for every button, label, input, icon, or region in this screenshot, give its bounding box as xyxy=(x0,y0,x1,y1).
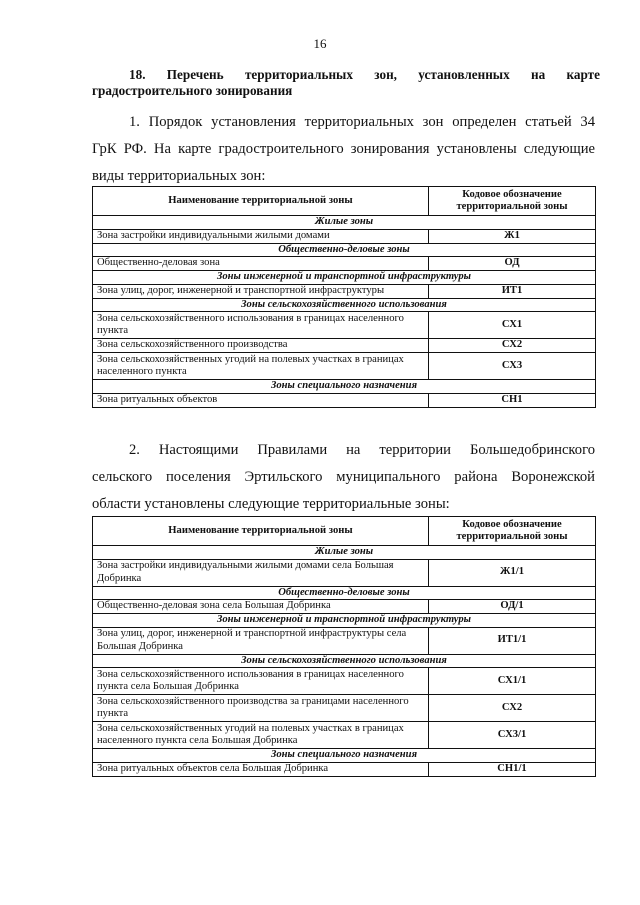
table-row xyxy=(93,627,596,654)
table-category-row xyxy=(93,216,596,230)
table-row xyxy=(93,339,596,353)
table-category-row xyxy=(93,586,596,600)
paragraph-2-line-1: 2. Настоящими Правилами на территории Большедобринского xyxy=(129,442,595,458)
category-title: Жилые зоны xyxy=(93,546,596,560)
category-title: Зоны инженерной и транспортной инфраструктуры xyxy=(93,271,596,285)
zone-code: ОД/1 xyxy=(429,600,596,614)
zone-name: Зона улиц, дорог, инженерной и транспортной инфраструктуры села Большая Добринка xyxy=(93,627,429,654)
zone-code: ИТ1/1 xyxy=(429,627,596,654)
zone-name: Зона сельскохозяйственного производства xyxy=(93,339,429,353)
zone-name: Зона ритуальных объектов села Большая Добринка xyxy=(93,762,429,776)
zone-name: Зона улиц, дорог, инженерной и транспортной инфраструктуры xyxy=(93,284,429,298)
zone-code: СН1 xyxy=(429,393,596,407)
zone-name: Зона ритуальных объектов xyxy=(93,393,429,407)
paragraph-1 xyxy=(92,109,595,190)
zone-name: Зона сельскохозяйственных угодий на полевых участках в границах населенного пункта села Большая Добринка xyxy=(93,722,429,749)
table-row xyxy=(93,559,596,586)
category-title: Зоны специального назначения xyxy=(93,380,596,394)
header-zone-code: Кодовое обозначение территориальной зоны xyxy=(429,517,596,546)
zone-name: Зона сельскохозяйственного использования в границах населенного пункта xyxy=(93,312,429,339)
table-header-row xyxy=(93,187,596,216)
zone-code: СХ3/1 xyxy=(429,722,596,749)
table-category-row xyxy=(93,614,596,628)
zone-name: Общественно-деловая зона xyxy=(93,257,429,271)
page-number: 16 xyxy=(313,36,327,51)
table-row xyxy=(93,229,596,243)
paragraph-2-line-2: сельского поселения Эртильского муниципального района Воронежской xyxy=(92,469,595,485)
category-title: Жилые зоны xyxy=(93,216,596,230)
header-zone-name: Наименование территориальной зоны xyxy=(93,187,429,216)
table-row xyxy=(93,257,596,271)
zone-name: Зона сельскохозяйственных угодий на полевых участках в границах населенного пункта xyxy=(93,353,429,380)
table-row xyxy=(93,668,596,695)
zones-table-1 xyxy=(92,186,596,408)
paragraph-1-line-2: ГрК РФ. На карте градостроительного зонирования установлены следующие xyxy=(92,141,595,157)
category-title: Общественно-деловые зоны xyxy=(93,586,596,600)
category-title: Общественно-деловые зоны xyxy=(93,243,596,257)
table-category-row xyxy=(93,298,596,312)
section-heading xyxy=(92,67,600,99)
table-category-row xyxy=(93,271,596,285)
zone-code: СХ1 xyxy=(429,312,596,339)
paragraph-1-line-1: 1. Порядок установления территориальных зон определен статьей 34 xyxy=(129,114,595,130)
zone-code: СН1/1 xyxy=(429,762,596,776)
zone-code: СХ1/1 xyxy=(429,668,596,695)
table-row xyxy=(93,393,596,407)
category-title: Зоны специального назначения xyxy=(93,749,596,763)
zones-table-2 xyxy=(92,516,596,777)
table-category-row xyxy=(93,654,596,668)
table-row xyxy=(93,722,596,749)
zone-code: СХ3 xyxy=(429,353,596,380)
section-heading-line-2: градостроительного зонирования xyxy=(92,83,293,98)
table-row xyxy=(93,312,596,339)
zone-name: Зона застройки индивидуальными жилыми домами xyxy=(93,229,429,243)
header-zone-code: Кодовое обозначение территориальной зоны xyxy=(429,187,596,216)
section-heading-line-1: 18. Перечень территориальных зон, установленных на карте xyxy=(129,67,600,82)
table-row xyxy=(93,695,596,722)
table-category-row xyxy=(93,546,596,560)
table-row xyxy=(93,353,596,380)
table-category-row xyxy=(93,749,596,763)
table-category-row xyxy=(93,243,596,257)
category-title: Зоны сельскохозяйственного использования xyxy=(93,654,596,668)
zone-name: Общественно-деловая зона села Большая Добринка xyxy=(93,600,429,614)
table-row xyxy=(93,762,596,776)
table-category-row xyxy=(93,380,596,394)
table-row xyxy=(93,600,596,614)
paragraph-1-line-3: виды территориальных зон: xyxy=(92,168,266,184)
header-zone-name: Наименование территориальной зоны xyxy=(93,517,429,546)
table-header-row xyxy=(93,517,596,546)
category-title: Зоны сельскохозяйственного использования xyxy=(93,298,596,312)
paragraph-2 xyxy=(92,437,595,518)
zone-name: Зона застройки индивидуальными жилыми домами села Большая Добринка xyxy=(93,559,429,586)
zone-code: СХ2 xyxy=(429,339,596,353)
table-row xyxy=(93,284,596,298)
zone-code: ОД xyxy=(429,257,596,271)
zone-name: Зона сельскохозяйственного производства за границами населенного пункта xyxy=(93,695,429,722)
zone-code: СХ2 xyxy=(429,695,596,722)
zone-code: Ж1/1 xyxy=(429,559,596,586)
paragraph-2-line-3: области установлены следующие территориальные зоны: xyxy=(92,496,450,512)
category-title: Зоны инженерной и транспортной инфраструктуры xyxy=(93,614,596,628)
zone-name: Зона сельскохозяйственного использования в границах населенного пункта села Большая Добринка xyxy=(93,668,429,695)
zone-code: ИТ1 xyxy=(429,284,596,298)
zone-code: Ж1 xyxy=(429,229,596,243)
